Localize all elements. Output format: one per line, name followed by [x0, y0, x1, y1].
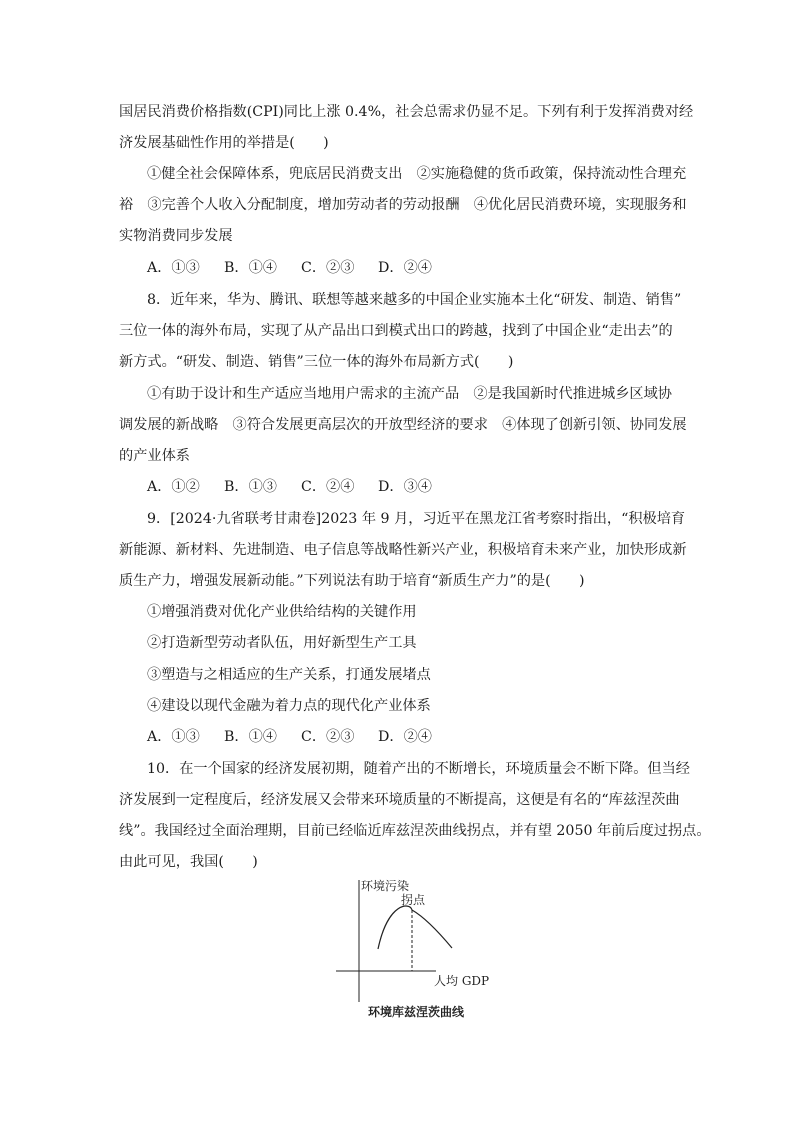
q10-stem-line-2: 济发展到一定程度后，经济发展又会带来环境质量的不断提高，这便是有名的“库兹涅茨曲: [119, 792, 680, 808]
q8-option-b[interactable]: B．①③: [224, 479, 277, 495]
q7-statement-line-2: 裕 ③完善个人收入分配制度，增加劳动者的劳动报酬 ④优化居民消费环境，实现服务和: [119, 197, 687, 213]
q7-stem-line-2: 济发展基础性作用的举措是( ): [119, 135, 329, 151]
q9-option-b[interactable]: B．①④: [224, 729, 277, 745]
q8-option-a[interactable]: A．①②: [147, 479, 200, 495]
q10-stem-line-3: 线”。我国经过全面治理期，目前已经临近库兹涅茨曲线拐点，并有望 2050 年前后度过拐点。: [119, 823, 711, 839]
turning-point-label: 拐点: [401, 893, 426, 907]
q9-option-c[interactable]: C．②③: [301, 729, 355, 745]
figure-caption: 环境库兹涅茨曲线: [368, 1005, 465, 1019]
q8-option-d[interactable]: D．③④: [378, 479, 432, 495]
q9-option-a[interactable]: A．①③: [147, 729, 200, 745]
q7-stem-line-1: 国居民消费价格指数(CPI)同比上涨 0.4%，社会总需求仍显不足。下列有利于发挥消费对经: [119, 104, 694, 120]
q7-statement-line-1: ①健全社会保障体系，兜底居民消费支出 ②实施稳健的货币政策，保持流动性合理充: [147, 166, 687, 182]
q8-option-c[interactable]: C．②④: [301, 479, 355, 495]
q8-statement-line-1: ①有助于设计和生产适应当地用户需求的主流产品 ②是我国新时代推进城乡区域协: [147, 386, 672, 402]
q7-option-c[interactable]: C．②③: [301, 260, 355, 276]
q9-statement-2: ②打造新型劳动者队伍，用好新型生产工具: [147, 635, 417, 651]
q7-options: [147, 258, 707, 278]
q7-statement-line-3: 实物消费同步发展: [119, 228, 233, 244]
q7-option-a[interactable]: A．①③: [147, 260, 200, 276]
x-axis-label: 人均 GDP: [434, 974, 490, 988]
q7-option-d[interactable]: D．②④: [378, 260, 432, 276]
q9-option-d[interactable]: D．②④: [378, 729, 432, 745]
q8-stem-line-2: 三位一体的海外布局，实现了从产品出口到模式出口的跨越，找到了中国企业“走出去”的: [119, 323, 673, 339]
q9-stem-line-3: 质生产力，增强发展新动能。”下列说法有助于培育“新质生产力”的是( ): [119, 573, 585, 589]
q8-options: [147, 477, 707, 497]
q9-statement-3: ③塑造与之相适应的生产关系，打通发展堵点: [147, 667, 431, 683]
kuznets-curve: [378, 906, 452, 949]
q8-statement-line-2: 调发展的新战略 ③符合发展更高层次的开放型经济的要求 ④体现了创新引领、协同发展: [119, 417, 687, 433]
q8-stem-line-1: 8．近年来，华为、腾讯、联想等越来越多的中国企业实施本土化“研发、制造、销售”: [147, 292, 682, 308]
q9-stem-line-1: 9．[2024·九省联考甘肃卷]2023 年 9 月，习近平在黑龙江省考察时指出，“积极培育: [147, 511, 686, 527]
q9-statement-4: ④建设以现代金融为着力点的现代化产业体系: [147, 698, 431, 714]
y-axis-label: 环境污染: [361, 879, 410, 893]
q9-options: [147, 727, 707, 747]
q7-option-b[interactable]: B．①④: [224, 260, 277, 276]
q9-statement-1: ①增强消费对优化产业供给结构的关键作用: [147, 604, 417, 620]
q10-stem-line-4: 由此可见，我国( ): [119, 854, 258, 870]
kuznets-curve-figure: [330, 874, 500, 1024]
q10-stem-line-1: 10．在一个国家的经济发展初期，随着产出的不断增长，环境质量会不断下降。但当经: [147, 761, 690, 777]
q8-statement-line-3: 的产业体系: [119, 448, 190, 464]
q8-stem-line-3: 新方式。“研发、制造、销售”三位一体的海外布局新方式( ): [119, 354, 514, 370]
q9-stem-line-2: 新能源、新材料、先进制造、电子信息等战略性新兴产业，积极培育未来产业，加快形成新: [119, 542, 687, 558]
